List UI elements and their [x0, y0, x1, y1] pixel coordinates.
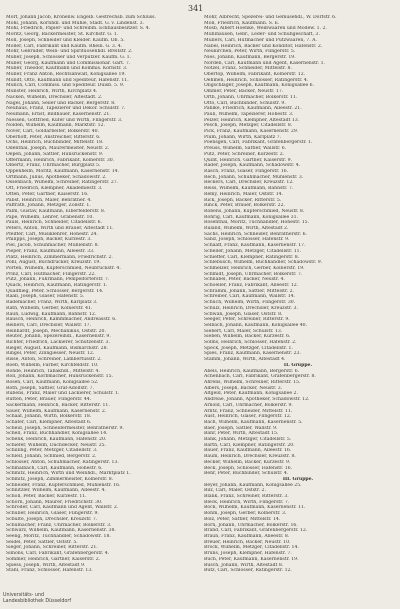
directory-entry: Oligschläger, Joseph, Kaufmann, Königsallee 6.	[204, 83, 315, 89]
directory-entry: Morf, Johann Jacob, Kronenw. Engelb. Gestrechsb. zum Schlüss.	[6, 15, 156, 20]
directory-entry: Schoeller, Franz, Fabrikant, Alleestr. 12.	[204, 283, 299, 289]
directory-entry: Bach, Wilhelm, Kaufmann, Kasernenstr. 5.	[204, 419, 303, 425]
directory-entry: Schuch, Wilhelm, Wirth, Flingerstr. 30.	[204, 300, 296, 306]
directory-entry: Sieben, Wilhelm, Bäcker, Kurzestr. 6.	[204, 334, 291, 340]
directory-entry: Born, Johann, Uhrmacher, Bolkerstr. 16.	[204, 522, 298, 528]
directory-entry: Ringel, Peter, Zinngiesser, Neustr. 12.	[6, 351, 95, 357]
directory-entry: Albers, Joseph, Bäcker, Neustr. 3.	[204, 385, 283, 391]
directory-entry: Rick, Joseph, Bäcker, Ritterstr. 5.	[204, 197, 282, 203]
directory-entry: Aust, Heinrich, Glaser, Flingerstr. 12.	[204, 414, 292, 420]
directory-entry: Spiess, Joseph, Wirth, Altestadt 9.	[6, 562, 86, 568]
directory-entry: Stamm, Johann, Wirth, Altestadt 4.	[204, 357, 286, 363]
directory-entry: Roth, Joseph, Sattler, Graf-Adolfstr. 7.	[6, 385, 94, 391]
directory-entry: Scheid, Joseph, Schneidermeister, Benratherstr. 9.	[6, 425, 124, 431]
directory-entry: Oehmen, Heinrich, Schlosser, Ratingerstr. 4.	[204, 77, 309, 83]
directory-entry: Selbach, Johann, Kaufmann, Königsallee 40.	[204, 322, 308, 328]
directory-entry: Schäfer, Carl, Klempner, Altestadt 6.	[6, 419, 92, 425]
directory-entry: Platz, Heinrich, Zimmermann, Friedrichstr. 2.	[6, 254, 113, 260]
directory-entry: Mohl, Friedrich, Papier- und Schreibm. Eckhausbesitzer. S. 4.	[6, 26, 151, 32]
directory-entry: Beck, Joseph, Schlosser, Hafenstr. 16.	[204, 465, 293, 471]
directory-entry: Robens, Johann, Kupferschmied, Neustr. 8.	[204, 208, 305, 214]
directory-entry: Bauer, Franz, Kaufmann, Alleestr. 16.	[204, 448, 292, 454]
directory-entry: Moll, Joseph, Schneider und Kleider. Kaufm. Ob. 5.	[6, 37, 125, 43]
right-column	[204, 15, 392, 574]
directory-entry: Schmidt, Joseph, Uhrmacher, Bolkerstr. 7.	[204, 271, 303, 277]
directory-entry: Roll, Johann, Korbmacher, Hunsrückenstr. 15.	[6, 374, 113, 380]
library-badge	[3, 593, 71, 604]
directory-entry: Mundt, Otto, Kaufmann und Spediteur, Hafenstr. 11.	[6, 77, 129, 83]
directory-entry: Busch, Johann, Wirth, Altestadt 8.	[204, 562, 284, 568]
directory-entry: Pütz, Johann, Fuhrmann, Pempelforterstr. 7.	[6, 277, 110, 283]
directory-entry: Müller, Joseph, Schlosser und Verputzer. Kaufm. G. 1.	[6, 54, 131, 60]
directory-entry: Remy, Heinrich, Maler, Oststr. 14.	[204, 191, 284, 197]
directory-entry: Braun, Franz, Kaufmann, Alleestr. 8.	[204, 533, 290, 539]
directory-entry: Bolz, Peter, Sattler, Mittelstr. 14.	[204, 516, 281, 522]
directory-entry: Risse, Anton, Schreiner, Lambertusstr. 2.	[6, 357, 102, 363]
directory-entry: Schwarz, Wilhelm, Kaufmann, Kasernenstr. 38.	[6, 528, 116, 534]
directory-entry: Ommer, Peter, Bäcker, Neustr. 17.	[204, 89, 284, 95]
directory-entry: Nolden, Wilhelm, Kaufmann, Marktstr. 12.	[6, 123, 105, 129]
directory-entry: II. Gruppe.	[283, 362, 313, 368]
directory-entry: Münch, Carl, Commiss. und Spediteur. Duisb. 5. 9.	[6, 83, 125, 89]
directory-entry: Reinhardt, Joseph, Mechanikus, Oststr. 20.	[6, 328, 106, 334]
directory-entry: Seelig, Moritz, Tuchhändler, Schadowstr. 18.	[6, 533, 111, 539]
directory-entry: Oppenheim, Moritz, Kaufmann, Kasernenstr. 14.	[6, 168, 120, 174]
directory-entry: Schieffer, Carl, Klempner, Ratingerstr. 8.	[204, 254, 300, 260]
directory-entry: Rieger, August, Kaufmann, Bismarckstr. 28.	[6, 345, 108, 351]
directory-entry: Blank, Franz, Schreiner, Ritterstr. 3.	[204, 494, 289, 500]
directory-entry: Buch, Peter, Kaufmann, Kasernenstr. 19.	[204, 556, 299, 562]
directory-entry: Speck, Joseph, Metzger, Citadellstr. 1.	[204, 345, 293, 351]
directory-entry: Schiefer, Wilhelm, Dachdecker, Neustr. 25.	[6, 442, 107, 448]
directory-entry: Pahlke, Friedrich, Kaufmann, Alleestr. 21.	[204, 106, 302, 112]
directory-entry: Schlösser, Anton, Schuhmacher, Ratingerstr. 13.	[6, 459, 119, 465]
directory-entry: Schneider, Franz, Kupferschmied, Mühlenstr. 16.	[6, 482, 121, 488]
directory-entry: Scheller, Johann, Metzger, Citadellstr. 11.	[204, 248, 302, 254]
directory-entry: Böhm, Joseph, Gerber, Kölnerstr. 3.	[204, 511, 287, 517]
directory-entry: Münster, Heinrich, Wirth, Kirchplatz 4.	[6, 89, 98, 95]
directory-entry: Schmitz, Heinrich, Wirth und Weinhdl., Marktplatz 1.	[6, 471, 131, 477]
directory-entry: Pabst, Heinrich, Maler, Benrather. 4.	[6, 197, 92, 203]
directory-entry: III. Gruppe.	[282, 476, 314, 482]
directory-entry: Ochs, Heinrich, Buchbinder, Mittelstr. 18.	[6, 140, 104, 146]
directory-entry: Prinz, Carl, Hutmacher, Flingerstr. 22.	[6, 271, 96, 277]
directory-entry: Peters, Anton, Wirth und Brauer, Altestadt 11.	[6, 226, 114, 232]
library-badge-line1: Universitäts- und	[3, 593, 45, 598]
directory-entry: Mosb, Albert Hoenke, Weißwaaren und Modew. 1. 2.	[204, 26, 327, 32]
page-number: 341	[188, 4, 204, 13]
directory-entry: Müller, Georg, Kaufmann und Commissionär. Gart. 7.	[6, 60, 131, 66]
directory-entry: Rasch, Franz, Glaser, Flingerstr. 16.	[204, 168, 289, 174]
directory-entry: Nagel, Johann, Seiler und Bäcker, Bergerstr. 8.	[6, 100, 116, 106]
directory-entry: Pohl, August, Buchdrucker, Kreuzstr. 19.	[6, 260, 101, 266]
directory-entry: Reiners, Carl, Drechsler, Wallstr. 17.	[6, 322, 92, 328]
directory-entry: Norden, Carl, Kaufmann und Agent, Kasernenstr. 1.	[204, 60, 325, 66]
directory-entry: Schnitzler, Wilhelm, Kaufmann, Alleestr. 4.	[6, 488, 106, 494]
directory-entry: Rech, Johann, Schuhmacher, Mühlenstr. 3.	[204, 174, 304, 180]
directory-entry: Schmalbach, Carl, Kaufmann, Hohestr. 6.	[6, 465, 103, 471]
directory-entry: Pape, Wilhelm, Lehrer, Grabenstr. 10.	[6, 214, 94, 220]
directory-entry: Reckers, Carl, Drechsler, Kreuzstr. 12.	[204, 180, 294, 186]
directory-entry: Altgeld, Peter, Kaufmann, Königsallee 2.	[204, 391, 298, 397]
directory-entry: Bleck, Heinrich, Wirth, Flingerstr. 7.	[204, 499, 290, 505]
directory-entry: Neuhaus, Franz, Tapezierer und Dekor. Schulstr. 7.	[6, 106, 126, 112]
directory-entry: Bilz, Carl, Maler, Oststr. 2.	[204, 488, 266, 494]
directory-entry: Otto, Carl, Buchbinder, Schulstr. 9.	[204, 100, 286, 106]
directory-entry: Ott, Friedrich, Klempner, Akademiestr. 3.	[6, 186, 103, 192]
directory-entry: Stahl, Franz, Schlosser, Hafenstr. 13.	[6, 568, 93, 574]
directory-entry: Röhrig, Carl, Kaufmann, Königsallee 31.	[204, 214, 298, 220]
directory-entry: Baum, Heinrich, Drechsler, Kreuzstr. 8.	[204, 454, 296, 460]
directory-entry: Sackermann, Heinrich, Bäcker, Ritterstr. 11.	[6, 402, 110, 408]
directory-entry: Nabel, Heinrich, Bäcker und Konditor, Hafenstr. 2.	[204, 43, 323, 49]
directory-entry: Müller, Franz Anton, Rechtsanwalt, Königsallee 19.	[6, 72, 126, 78]
directory-entry: Neukirchen, Peter, Wirth, Flingerstr. 5.	[204, 49, 296, 55]
directory-entry: Becker, Wilhelm, Bäcker, Kurzestr. 9.	[204, 459, 291, 465]
directory-entry: Rosen, Carl, Kaufmann, Königsallee 52.	[6, 380, 99, 385]
directory-entry: Richter, Friedrich, Lackierer, Schützenstr. 3.	[6, 340, 110, 346]
directory-entry: Schlebusch, Wilhelm, Buchhändler, Schadowstr. 9.	[204, 260, 323, 266]
directory-entry: Roeb, Wilhelm, Färber, Kirchfeldstr. 10.	[6, 362, 99, 368]
directory-entry: Nötzel, Franz, Schneider, Mittelstr. 8.	[204, 66, 292, 72]
directory-entry: Achenbach, Carl, Fabrikant, Grafenbergerstr. 8.	[204, 374, 316, 380]
directory-entry: Neumann, Ernst, Bildhauer, Kasernenstr. 21.	[6, 111, 111, 117]
directory-entry: Simons, Carl, Fabrikant, Grafenbergerstr. 4.	[6, 551, 110, 557]
directory-entry: Andreae, Johann, Apotheker, Schadowstr. 12.	[204, 397, 310, 403]
directory-entry: Palm, Gustav, Kaufmann, Elberfelderstr. 8.	[6, 208, 106, 214]
directory-entry: Bank, Johann, Metzger, Citadellstr. 5.	[204, 437, 292, 443]
directory-entry: Pelzer, Heinrich, Klempner, Altestadt 13.	[204, 117, 300, 123]
directory-entry: Brock, Wilhelm, Metzger, Citadellstr. 14.	[204, 545, 299, 551]
directory-entry: Rinck, Peter, Brauer, Bolkerstr. 22.	[204, 203, 285, 209]
directory-entry: Pauli, Wilhelm, Tapezierer, Hohestr. 3.	[204, 111, 294, 117]
directory-entry: Ruland, Wilhelm, Wirth, Altestadt 2.	[204, 226, 289, 232]
directory-entry: Abels, Heinrich, Kaufmann, Bergerstr. 6.	[204, 368, 300, 374]
directory-entry: Orth, Johann, Uhrmacher, Bolkerstr. 11.	[204, 94, 298, 100]
directory-entry: Quint, Heinrich, Gärtner, Kaiserstr. 9.	[204, 157, 293, 163]
directory-entry: Schilling, Peter, Metzger, Citadellstr. 3.	[6, 448, 98, 454]
directory-entry: Reiss, Wilhelm, Kaufmann, Bahnstr. 7.	[204, 186, 294, 192]
directory-entry: Moritz, Georg, Bäckermeister, St. Kirchstr. G. 1.	[6, 32, 119, 38]
directory-entry: Offermann, Heinrich, Fabrikant, Kölnerstr. 30.	[6, 157, 115, 163]
directory-entry: Rader, Joseph, Kaufmann, Schadowstr. 4.	[204, 163, 301, 169]
directory-entry: Schulte, Joseph, Drechsler, Kreuzstr. 7.	[6, 516, 98, 522]
directory-entry: Schramm, Johann, Sattler, Mittelstr. 2.	[204, 288, 295, 294]
directory-entry: Schröder, Carl, Kaufmann und Agent, Wallstr. 2.	[6, 505, 119, 511]
directory-entry: Schorn, Johann, Maurer, Friedrichstr. 30.	[6, 499, 103, 505]
directory-entry: Rosenthal, Moritz, Tuchhändler, Hohestr. 15.	[204, 220, 310, 226]
directory-entry: Schüller, Heinrich, Glaser, Flingerstr. 9.	[6, 511, 99, 517]
directory-entry: Schreiber, Carl, Kaufmann, Wallstr. 14.	[204, 294, 296, 300]
directory-entry: Möller, Carl, Fabrikant und Kaufm. Rhein. G. 3. 4.	[6, 43, 123, 49]
directory-entry: Bruns, Joseph, Klempner, Hafenstr. 7.	[204, 551, 292, 557]
directory-entry: Schaaf, Johann, Wirth, Bolkerstr. 18.	[6, 414, 92, 420]
directory-entry: Porten, Wilhelm, Kupferschmied, Neubrückstr. 4.	[6, 265, 121, 271]
directory-entry: Pfeiffer, Carl, Musiklehrer, Hohestr. 24.	[6, 231, 98, 237]
directory-entry: Rütten, Peter, Brauer, Flingerstr. 44.	[6, 397, 92, 403]
directory-entry: Otten, Peter, Gärtner, Kaiserstr. 16.	[6, 191, 89, 197]
directory-entry: Barth, Carl, Klempner, Ratingerstr. 20.	[204, 442, 295, 448]
directory-entry: Preuss, Wilhelm, Sattler, Wallstr. 6.	[204, 146, 287, 152]
directory-entry: Nies, Johann, Kaufmann, Bergerstr. 19.	[204, 54, 296, 60]
directory-entry: Spies, Franz, Kaufmann, Kasernenstr. 23.	[204, 351, 301, 357]
directory-entry: Niessen, Gottfried, Küfer und Wirth, Flingerstr. 3.	[6, 117, 123, 123]
directory-entry: Ortmann, Julius, Apotheker, Schadowstr. 2.	[6, 174, 107, 180]
directory-entry: Schwan, Joseph, Glaser, Oststr. 8.	[204, 311, 283, 317]
directory-entry: Mohr, Albrecht, Spezerei- und Gemüsehdl., W. Dorfstr. 6.	[204, 15, 337, 20]
directory-entry: Arntz, Franz, Schneider, Mittelstr. 11.	[204, 408, 293, 414]
library-badge-line2: Landesbibliothek Düsseldorf	[3, 598, 72, 604]
directory-entry: Schleif, Johann, Schmied, Bergerstr. 2.	[6, 454, 97, 460]
directory-entry: Baer, Joseph, Sattler, Wallstr. 9.	[204, 425, 278, 431]
directory-entry: Quack, Heinrich, Kaufmann, Ratingerstr. 1.	[6, 283, 108, 289]
directory-entry: Seidel, Peter, Sattler, Oststr. 5.	[6, 539, 78, 545]
directory-entry: Schenk, Heinrich, Kaufmann, Hafenstr. 20.	[6, 437, 107, 443]
directory-entry: Schulz, Heinrich, Drechsler, Kreuzstr. 3.	[204, 305, 298, 311]
directory-entry: Pauls, Heinrich, Schneider, Citadellstr. 6.	[6, 220, 103, 226]
directory-entry: Pick, Franz, Kaufmann, Kasernenstr. 29.	[204, 129, 299, 135]
directory-entry: Nacken, Wilhelm, Drechsler, Altestadt. 2.	[6, 94, 103, 100]
directory-entry: Oberhoff, Peter, Anstreicher, Ritterstr. 6.	[6, 134, 101, 140]
directory-entry: Müller, Theodor, Kaufmann und Kommis. Kornstr. 3.	[6, 66, 128, 72]
directory-entry: Schmitz, Joseph, Zimmermeister, Kölnerstr. 8.	[6, 476, 114, 482]
directory-entry: Mühlhausen, Gebr., Leder- und Schuhgeschäft, 3.	[204, 32, 320, 38]
directory-entry: Raab, Joseph, Glaser, Hafenstr. 5.	[6, 294, 85, 300]
directory-entry: Breuer, Heinrich, Bäcker, Neustr. 10.	[204, 539, 291, 545]
directory-entry: Mohr, Gebrüder, Wein- und Spirituosenhdl. Breitstr. 2.	[6, 49, 133, 55]
directory-entry: Sauer, Wilhelm, Kaufmann, Kasernenstr. 2.	[6, 408, 107, 414]
directory-entry: Beyer, Johann, Kaufmann, Königsallee 25.	[204, 482, 302, 488]
directory-entry: Scholl, Peter, Bäcker, Kurzestr. 11.	[6, 494, 87, 500]
directory-entry: Oepen, Johann, Sattler, Hunsrückenstr. 9.	[6, 151, 104, 157]
directory-entry: Sommer, Heinrich, Gärtner, Kaiserstr. 2.	[6, 556, 101, 562]
directory-entry: Reuter, Johann, Spezereihdl., Kasernenstr. 9.	[6, 334, 111, 340]
directory-entry: Brand, Carl, Fabrikant, Grafenbergerstr. 12.	[204, 528, 308, 534]
directory-entry: Rauh, Ludwig, Kaufmann, Bahnstr. 12.	[6, 311, 97, 317]
directory-entry: Moll, Friedrich, Kaufmann. S. E.	[204, 20, 280, 26]
directory-entry: Schnabel, Peter, Bäcker, Neustr. 4.	[204, 277, 285, 283]
directory-entry: Arnold, Carl, Uhrmacher, Bolkerstr. 9.	[204, 402, 293, 408]
directory-entry: Bock, Wilhelm, Kaufmann, Kasernenstr. 11.	[204, 505, 306, 511]
directory-entry: Solms, Heinrich, Schlosser, Hafenstr. 2.	[204, 340, 297, 346]
directory-entry: Ahrens, Wilhelm, Schreiner, Ritterstr. 15.	[204, 380, 301, 385]
directory-entry: Rausch, Heinrich, Kammmacher, Andreasstr. 6.	[6, 317, 117, 323]
directory-entry: Poensgen, Carl, Fabrikant, Grafenbergerstr. 1.	[204, 140, 313, 146]
directory-entry: Quadflieg, Peter, Schlosser, Bergerstr. 14.	[6, 288, 104, 294]
directory-entry: Schaaff, Franz, Kaufmann, Kasernenstr. 17.	[204, 243, 306, 249]
directory-entry: Siebert, Carl, Maler, Schulstr. 13.	[204, 328, 283, 334]
directory-entry: Seeger, Peter, Schreiner, Ritterstr. 9.	[204, 317, 290, 323]
directory-entry: Nover, Carl, Goldarbeiter, Bolkerstr. 40.	[6, 129, 100, 135]
directory-entry: Paffrath, Johann, Metzger, Zollstr. 1.	[6, 203, 91, 209]
directory-entry: Müllers, Carl, Hutmacher und Putzwaaren, 7. A.	[204, 37, 317, 43]
directory-entry: Sachs, Heinrich, Schneider, Benratherstr. 6.	[204, 231, 307, 237]
directory-entry: Obertop, Wilhelm, Fabrikant, Kölnerstr. 12.	[204, 72, 306, 78]
directory-entry: Piel, Jacob, Schuhmacher, Mühlenstr. 8.	[6, 243, 99, 249]
directory-entry: Sieger, Johann, Schreiner, Ritterstr. 21.	[6, 545, 98, 551]
directory-entry: Odenthal, Joseph, Maurermeister, Neustr. 2.	[6, 146, 110, 152]
left-column	[6, 15, 194, 574]
directory-entry: Sand, Joseph, Schlosser, Hafenstr. 9.	[204, 237, 290, 243]
directory-entry: Mohl, Johann, Kornhdl. und Mühle, Stadt. G. v. Lindenst. 3.	[6, 20, 144, 26]
directory-entry: Rath, Wilhelm, Gerber, Kölnerstr. 41.	[6, 305, 93, 311]
directory-entry: Rademacher, Franz, Wirth, Karlplatz 3.	[6, 300, 98, 306]
directory-entry: Ossenbach, Wilhelm, Schreiner, Ratingerstr. 27.	[6, 180, 119, 186]
directory-entry: Philipps, Joseph, Bäcker, Kurzestr. 3.	[6, 237, 92, 243]
directory-entry: Schell, Franz, Buchhändler, Königsallee 14.	[6, 431, 108, 437]
directory-entry: Rubens, Franz, Maler und Lackierer, Schulstr. 1.	[6, 391, 120, 397]
directory-entry: Bahr, Peter, Wirth, Altestadt 15.	[204, 431, 279, 437]
directory-entry: Olbertz, Franz, Uhrmacher, Burgplatz 5.	[6, 163, 101, 169]
directory-entry: Schmelzer, Heinrich, Gerber, Kölnerstr. 19.	[204, 265, 305, 271]
directory-entry: Pütz, Peter, Schreiner, Kurzestr. 2.	[204, 151, 285, 157]
directory-entry: Butz, Carl, Schlosser, Ratingerstr. 12.	[204, 568, 292, 574]
directory-entry: Rohde, Heinrich, Tabakhdl., Mittelstr. 4.	[6, 368, 100, 374]
directory-entry: Plum, Johann, Wirth, Karlplatz 7.	[204, 134, 282, 140]
directory-entry: Pesch, Joseph, Metzger, Citadellstr. 8.	[204, 123, 293, 129]
directory-entry: Pieper, Franz, Kaufmann, Alleestr. 33.	[6, 248, 95, 254]
directory-entry: Schumacher, Franz, Uhrmacher, Bolkerstr. 3.	[6, 522, 112, 528]
directory-entry: Behr, Peter, Buchbinder, Schulstr. 4.	[204, 471, 289, 477]
